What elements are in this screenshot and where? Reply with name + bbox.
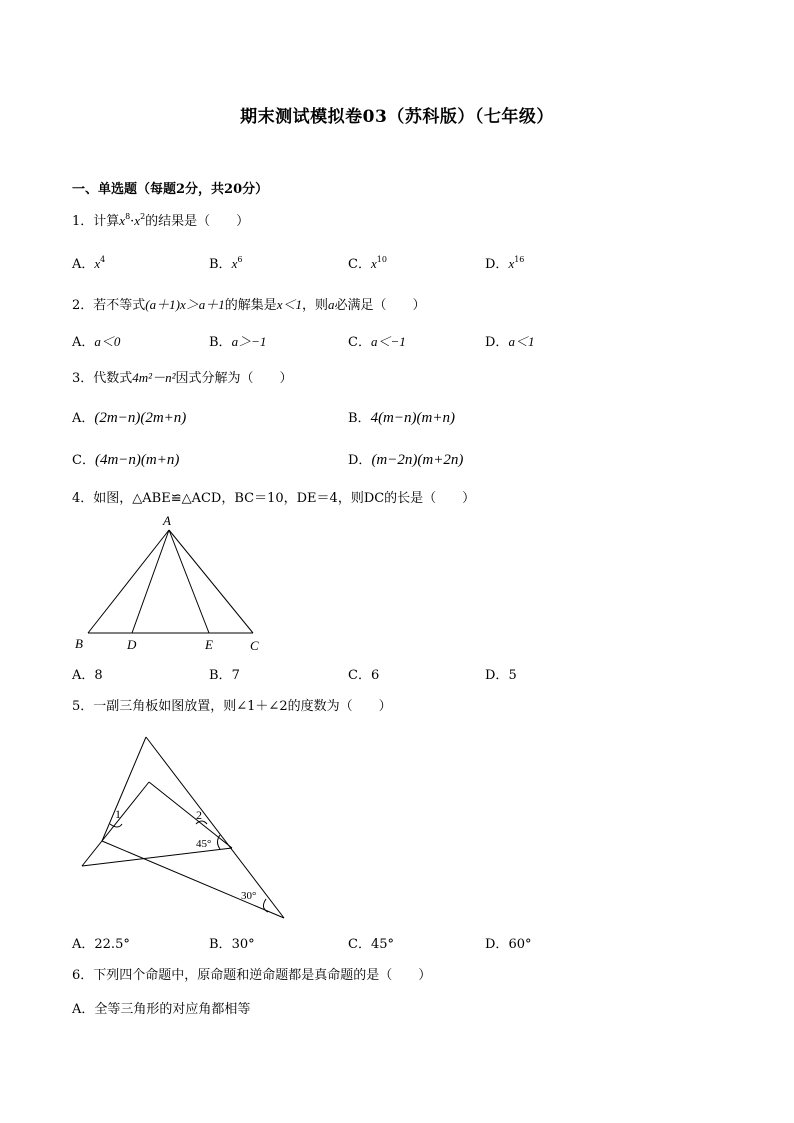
q1-prefix: 1．计算 xyxy=(72,214,120,229)
option-label: B． xyxy=(348,411,371,426)
option-label: A． xyxy=(72,937,95,952)
label-d: D xyxy=(127,637,137,652)
question-1 xyxy=(72,210,249,229)
q2-mid2: ，则 xyxy=(302,298,329,313)
set-square-30-short-leg xyxy=(102,737,146,841)
label-a: A xyxy=(163,513,171,528)
page-title: 期末测试模拟卷03（苏科版）（七年级） xyxy=(240,107,554,127)
option-value: 8 xyxy=(94,668,103,683)
option-label: B． xyxy=(209,937,232,952)
label-c: C xyxy=(250,638,259,653)
q3-prefix: 3．代数式 xyxy=(72,371,133,386)
line-ad xyxy=(132,530,169,633)
question-2 xyxy=(72,294,426,313)
option-value: 5 xyxy=(508,668,517,683)
q1-suffix: 的结果是（ ） xyxy=(145,214,250,229)
section-heading: 一、单选题（每题2分，共20分） xyxy=(72,182,269,197)
q2-option-a xyxy=(72,331,120,350)
q3-option-d xyxy=(348,449,463,469)
option-label: C． xyxy=(348,257,371,272)
q2-inequality: (a＋1)x＞a＋1 xyxy=(145,297,225,312)
option-label: D． xyxy=(485,937,509,952)
option-expr: a＜−1 xyxy=(370,334,406,349)
option-expr: 4(m−n)(m+n) xyxy=(370,410,455,426)
option-base: x xyxy=(508,256,515,271)
q1-option-a xyxy=(72,253,105,272)
option-base: x xyxy=(370,256,377,271)
q4-option-b xyxy=(209,664,240,683)
option-label: B． xyxy=(209,668,232,683)
q3-expression: 4m²－n² xyxy=(132,370,176,385)
q2-mid: 的解集是 xyxy=(224,298,277,313)
option-value: 全等三角形的对应角都相等 xyxy=(94,1002,251,1017)
question-6: 6．下列四个命题中，原命题和逆命题都是真命题的是（ ） xyxy=(72,968,432,983)
option-label: D． xyxy=(485,668,509,683)
q5-triangle-set-figure xyxy=(70,728,300,928)
question-5: 5．一副三角板如图放置，则∠1＋∠2的度数为（ ） xyxy=(72,699,392,714)
line-ac xyxy=(169,530,253,633)
q2-suffix: 必满足（ ） xyxy=(334,298,426,313)
option-label: C． xyxy=(72,453,95,468)
q1-exp-2: 2 xyxy=(140,212,146,221)
q5-option-b xyxy=(209,933,255,952)
q1-base-2: x xyxy=(134,213,141,228)
q2-solution: x＜1 xyxy=(276,297,303,312)
option-label: B． xyxy=(209,257,232,272)
angle-30-label: 30° xyxy=(241,890,257,902)
q4-option-c xyxy=(348,664,379,683)
option-label: C． xyxy=(348,937,371,952)
option-label: B． xyxy=(209,335,232,350)
option-value: 45° xyxy=(370,937,394,952)
set-square-45-hypotenuse xyxy=(82,848,232,866)
question-4: 4．如图，△ABE≌△ACD，BC＝10，DE＝4，则DC的长是（ ） xyxy=(72,491,476,506)
q4-triangle-figure xyxy=(70,512,270,657)
q1-base-1: x xyxy=(119,213,126,228)
option-base: x xyxy=(94,256,101,271)
q3-option-b xyxy=(348,407,455,427)
label-b: B xyxy=(75,636,83,651)
q1-option-d xyxy=(485,253,524,272)
option-label: A． xyxy=(72,257,95,272)
option-label: D． xyxy=(485,335,509,350)
q1-option-c xyxy=(348,253,387,272)
q2-option-b xyxy=(209,331,266,350)
question-3 xyxy=(72,367,292,386)
angle-45-label: 45° xyxy=(196,838,212,850)
option-label: C． xyxy=(348,335,371,350)
q1-dot: · xyxy=(130,214,135,229)
set-square-45-leg-right xyxy=(149,782,232,848)
set-square-45-leg-left xyxy=(82,782,149,866)
option-label: A． xyxy=(72,1002,95,1017)
option-label: D． xyxy=(485,257,509,272)
option-label: A． xyxy=(72,335,95,350)
angle-1-arc xyxy=(110,824,122,827)
option-exp: 10 xyxy=(376,255,387,264)
option-expr: (2m−n)(2m+n) xyxy=(94,410,187,426)
option-expr: (m−2n)(m+2n) xyxy=(371,452,464,468)
option-value: 30° xyxy=(231,937,255,952)
q1-option-b xyxy=(209,253,242,272)
option-label: A． xyxy=(72,411,95,426)
option-exp: 16 xyxy=(514,255,525,264)
angle-2-label: 2 xyxy=(196,808,202,822)
label-e: E xyxy=(205,637,213,652)
q6-option-a xyxy=(72,998,250,1017)
q3-option-a xyxy=(72,407,186,427)
q3-option-c xyxy=(72,449,179,469)
q5-option-d xyxy=(485,933,531,952)
option-expr: a＜1 xyxy=(508,334,535,349)
option-value: 7 xyxy=(231,668,240,683)
option-expr: (4m−n)(m+n) xyxy=(94,452,180,468)
set-square-30-hypotenuse xyxy=(146,737,284,918)
option-expr: a＞−1 xyxy=(231,334,267,349)
q5-option-c xyxy=(348,933,394,952)
line-ab xyxy=(88,530,169,633)
option-label: A． xyxy=(72,668,95,683)
q1-exp-1: 8 xyxy=(125,212,131,221)
line-ae xyxy=(169,530,209,633)
q2-var: a xyxy=(328,297,335,312)
option-expr: a＜0 xyxy=(94,334,121,349)
q2-option-c xyxy=(348,331,406,350)
option-label: C． xyxy=(348,668,371,683)
q5-option-a xyxy=(72,933,130,952)
q2-option-d xyxy=(485,331,534,350)
option-exp: 4 xyxy=(100,255,106,264)
option-value: 22.5° xyxy=(94,937,130,952)
angle-1-label: 1 xyxy=(115,807,121,821)
q2-prefix: 2．若不等式 xyxy=(72,298,146,313)
option-value: 60° xyxy=(508,937,532,952)
option-label: D． xyxy=(348,453,372,468)
q4-option-d xyxy=(485,664,517,683)
option-value: 6 xyxy=(370,668,380,683)
option-base: x xyxy=(231,256,238,271)
option-exp: 6 xyxy=(237,255,243,264)
q3-suffix: 因式分解为（ ） xyxy=(175,371,293,386)
q4-option-a xyxy=(72,664,103,683)
